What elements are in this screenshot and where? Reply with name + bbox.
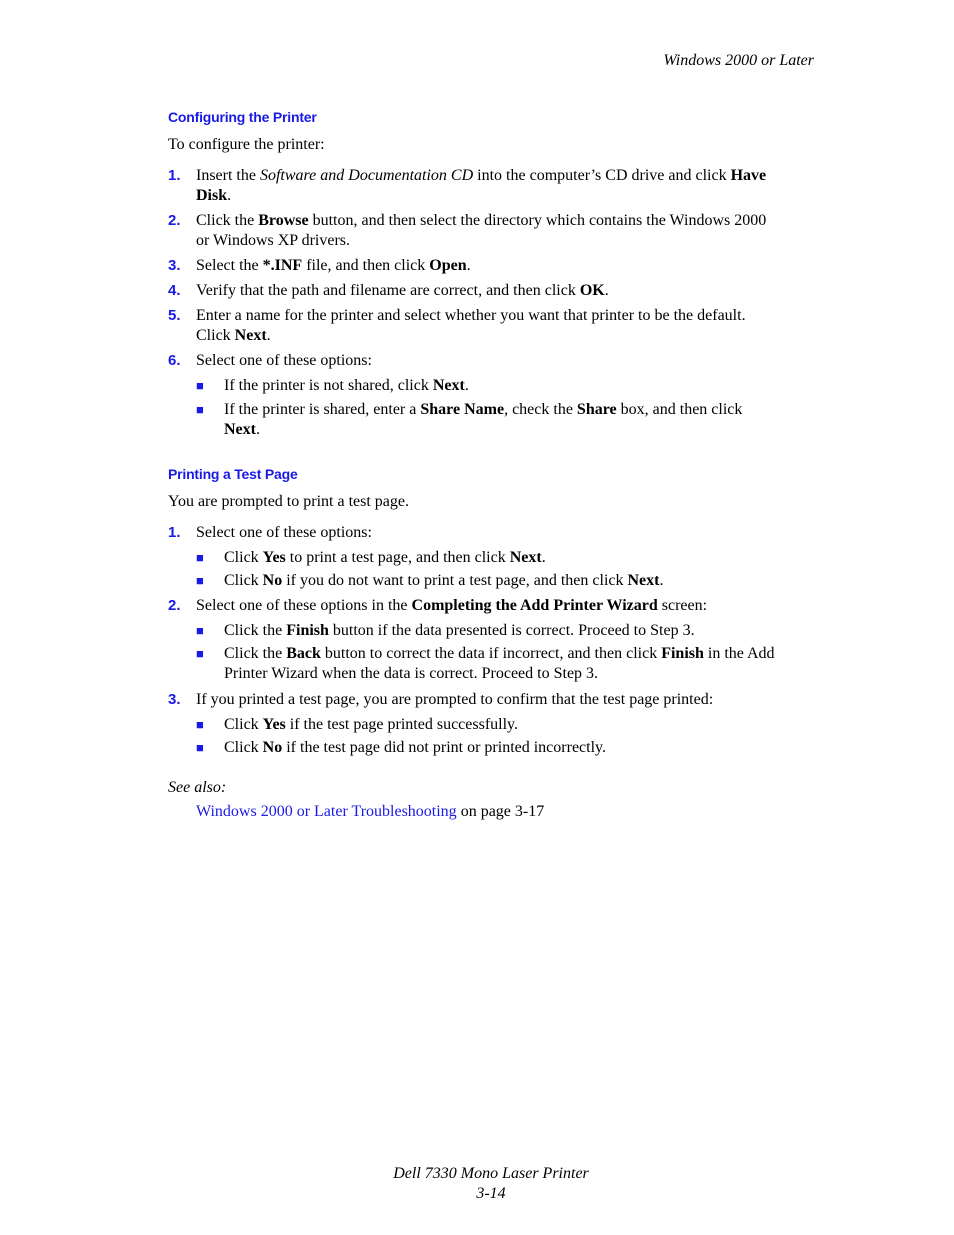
bullet-square-icon: ■ [196,550,204,565]
step-number: 3. [168,257,181,274]
step-number: 6. [168,352,181,369]
option-text: Click Yes to print a test page, and then click Next. [224,549,546,566]
step-number: 4. [168,282,181,299]
step-text-cont: Click Next. [196,327,271,344]
option-text: Click the Finish button if the data presented is correct. Proceed to Step 3. [224,622,695,639]
bullet-square-icon: ■ [196,717,204,732]
step-text-cont: or Windows XP drivers. [196,232,351,249]
troubleshooting-link[interactable]: Windows 2000 or Later Troubleshooting [196,803,457,820]
step-number: 2. [168,212,181,229]
step-number: 1. [168,524,181,541]
option-text-cont: Printer Wizard when the data is correct. Proceed to Step 3. [224,665,599,682]
section-heading-test-page: Printing a Test Page [168,466,298,482]
option-text: Click the Back button to correct the data if incorrect, and then click Finish in the Add [224,645,775,662]
bullet-square-icon: ■ [196,623,204,638]
step-number: 5. [168,307,181,324]
step-number: 3. [168,691,181,708]
bullet-square-icon: ■ [196,740,204,755]
option-text: If the printer is shared, enter a Share Name, check the Share box, and then click [224,401,743,418]
option-text: Click No if you do not want to print a test page, and then click Next. [224,572,664,589]
section-heading-configuring: Configuring the Printer [168,109,317,125]
step-text: Click the Browse button, and then select the directory which contains the Windows 2000 [196,212,767,229]
step-text: Select the *.INF file, and then click Open. [196,257,471,274]
bullet-square-icon: ■ [196,378,204,393]
step-text: Select one of these options in the Completing the Add Printer Wizard screen: [196,597,708,614]
bullet-square-icon: ■ [196,402,204,417]
footer-page-number: 3-14 [476,1185,506,1202]
step-text: Insert the Software and Documentation CD into the computer’s CD drive and click Have [196,167,767,184]
section-intro: To configure the printer: [168,136,325,153]
step-number: 1. [168,167,181,184]
option-text: If the printer is not shared, click Next. [224,377,469,394]
see-also-label: See also: [168,779,227,796]
step-number: 2. [168,597,181,614]
bullet-square-icon: ■ [196,646,204,661]
option-text-cont: Next. [224,421,260,438]
step-text: Select one of these options: [196,524,372,541]
step-text-cont: Disk. [196,187,232,204]
step-text: Enter a name for the printer and select whether you want that printer to be the default. [196,307,746,324]
see-also-entry: Windows 2000 or Later Troubleshooting on page 3-17 [196,803,545,820]
step-text: If you printed a test page, you are prompted to confirm that the test page printed: [196,691,714,708]
footer-product: Dell 7330 Mono Laser Printer [393,1165,589,1182]
step-text: Verify that the path and filename are correct, and then click OK. [196,282,609,299]
running-header: Windows 2000 or Later [663,52,814,69]
bullet-square-icon: ■ [196,573,204,588]
option-text: Click No if the test page did not print or printed incorrectly. [224,739,606,756]
option-text: Click Yes if the test page printed successfully. [224,716,519,733]
section-intro: You are prompted to print a test page. [168,493,409,510]
step-text: Select one of these options: [196,352,372,369]
